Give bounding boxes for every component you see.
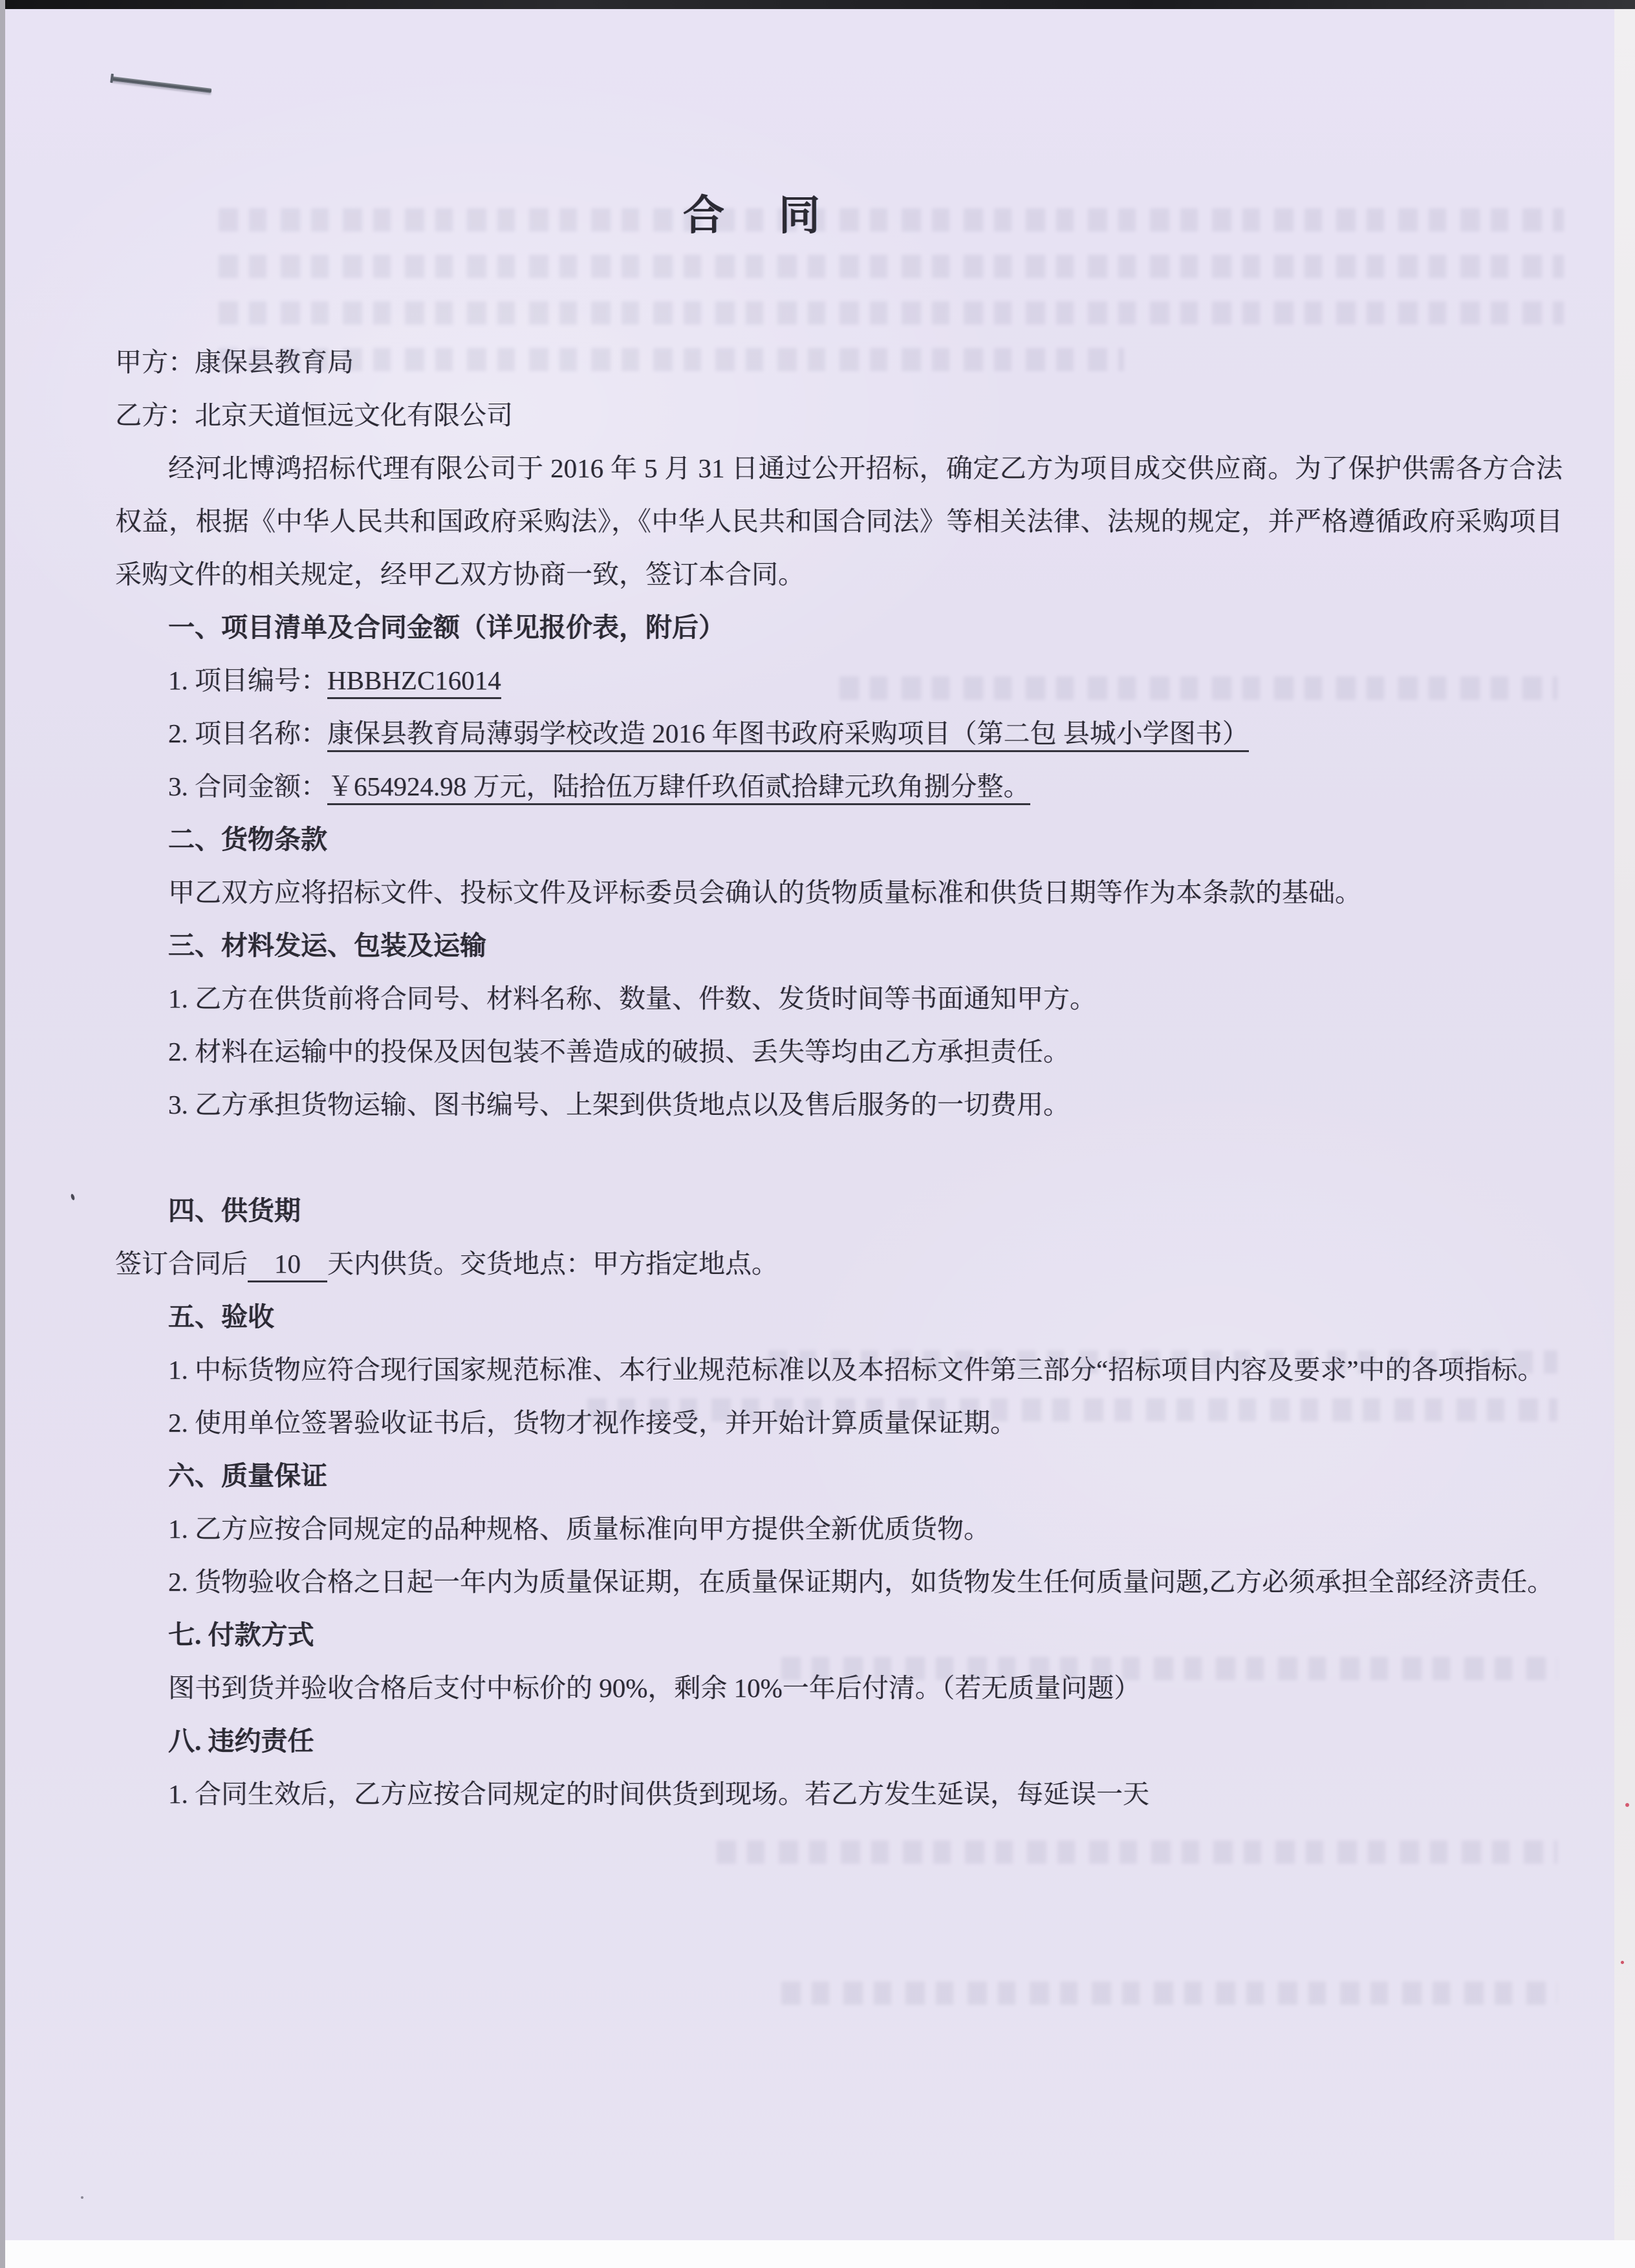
delivery-period-before: 签订合同后 <box>115 1249 248 1279</box>
section-7-heading: 七. 付款方式 <box>168 1620 314 1650</box>
section-6-heading: 六、质量保证 <box>168 1461 327 1491</box>
project-name-value: 康保县教育局薄弱学校改造 2016 年图书政府采购项目（第二包 县城小学图书） <box>327 718 1249 752</box>
blank-line-spacer <box>115 1131 1563 1184</box>
project-name-label: 2. 项目名称： <box>168 718 327 749</box>
section-5-heading: 五、验收 <box>168 1302 274 1332</box>
section-5-item-1: 1. 中标货物应符合现行国家规范标准、本行业规范标准以及本招标文件第三部分“招标项目内容及要求”中的各项指标。 <box>168 1355 1544 1385</box>
section-3-heading: 三、材料发运、包装及运输 <box>168 931 486 961</box>
bleedthrough-smudge <box>219 301 1564 325</box>
page-title: 合 同 <box>683 193 827 239</box>
ink-speck <box>70 1193 76 1200</box>
scanner-background-bottom <box>0 2240 1635 2268</box>
section-3-item-1: 1. 乙方在供货前将合同号、材料名称、数量、件数、发货时间等书面通知甲方。 <box>168 984 1096 1014</box>
contract-page <box>5 9 1614 2240</box>
delivery-period-after: 天内供货。交货地点：甲方指定地点。 <box>327 1249 778 1279</box>
project-number-line <box>115 654 1563 707</box>
bleedthrough-smudge <box>781 1982 1557 2005</box>
scanner-edge-left <box>0 0 5 2268</box>
party-b-line: 乙方：北京天道恒远文化有限公司 <box>115 400 513 431</box>
section-2-body: 甲乙双方应将招标文件、投标文件及评标委员会确认的货物质量标准和供货日期等作为本条款的基础。 <box>168 878 1361 908</box>
party-a-line: 甲方：康保县教育局 <box>115 347 354 378</box>
project-number-value: HBBHZC16014 <box>327 665 501 699</box>
delivery-period-line <box>115 1237 1563 1290</box>
section-4-heading: 四、供货期 <box>168 1196 301 1226</box>
contract-amount-line <box>115 760 1563 813</box>
section-3-item-2: 2. 材料在运输中的投保及因包装不善造成的破损、丢失等均由乙方承担责任。 <box>168 1037 1070 1067</box>
section-6-item-1: 1. 乙方应按合同规定的品种规格、质量标准向甲方提供全新优质货物。 <box>168 1514 990 1544</box>
section-6-item-2: 2. 货物验收合格之日起一年内为质量保证期，在质量保证期内，如货物发生任何质量问题,乙方必须承担全部经济责任。 <box>168 1567 1554 1597</box>
red-speck <box>1625 1803 1629 1807</box>
section-3-item-3: 3. 乙方承担货物运输、图书编号、上架到供货地点以及售后服务的一切费用。 <box>168 1090 1070 1120</box>
delivery-days-value: 10 <box>248 1249 327 1282</box>
staple-mark <box>112 76 212 93</box>
bleedthrough-smudge <box>717 1841 1557 1864</box>
contract-amount-value: ￥654924.98 万元，陆拾伍万肆仟玖佰贰拾肆元玖角捌分整。 <box>327 772 1030 805</box>
section-8-heading: 八. 违约责任 <box>168 1726 314 1756</box>
section-2-heading: 二、货物条款 <box>168 825 327 855</box>
contract-amount-label: 3. 合同金额： <box>168 772 327 802</box>
preamble-paragraph: 经河北博鸿招标代理有限公司于 2016 年 5 月 31 日通过公开招标，确定乙方为项目成交供应商。为了保护供需各方合法权益，根据《中华人民共和国政府采购法》，《中华人民共和国合同法》等相关法律、法规的规定，并严格遵循政府采购项目采购文件的相关规定，经甲乙双方协商一致，签订本合同。 <box>115 453 1563 590</box>
scanner-background-right <box>1614 9 1635 2240</box>
section-1-heading: 一、项目清单及合同金额（详见报价表，附后） <box>168 612 725 643</box>
scanner-edge-top <box>0 0 1635 9</box>
dust-speck <box>81 2196 83 2199</box>
bleedthrough-smudge <box>219 255 1564 278</box>
project-name-line <box>115 707 1563 760</box>
section-7-body: 图书到货并验收合格后支付中标价的 90%，剩余 10%一年后付清。（若无质量问题） <box>168 1673 1141 1703</box>
project-number-label: 1. 项目编号： <box>168 665 327 696</box>
section-5-item-2: 2. 使用单位签署验收证书后，货物才视作接受，并开始计算质量保证期。 <box>168 1408 1017 1438</box>
section-8-body: 1. 合同生效后，乙方应按合同规定的时间供货到现场。若乙方发生延误，每延误一天 <box>168 1779 1149 1809</box>
red-speck <box>1621 1961 1624 1964</box>
